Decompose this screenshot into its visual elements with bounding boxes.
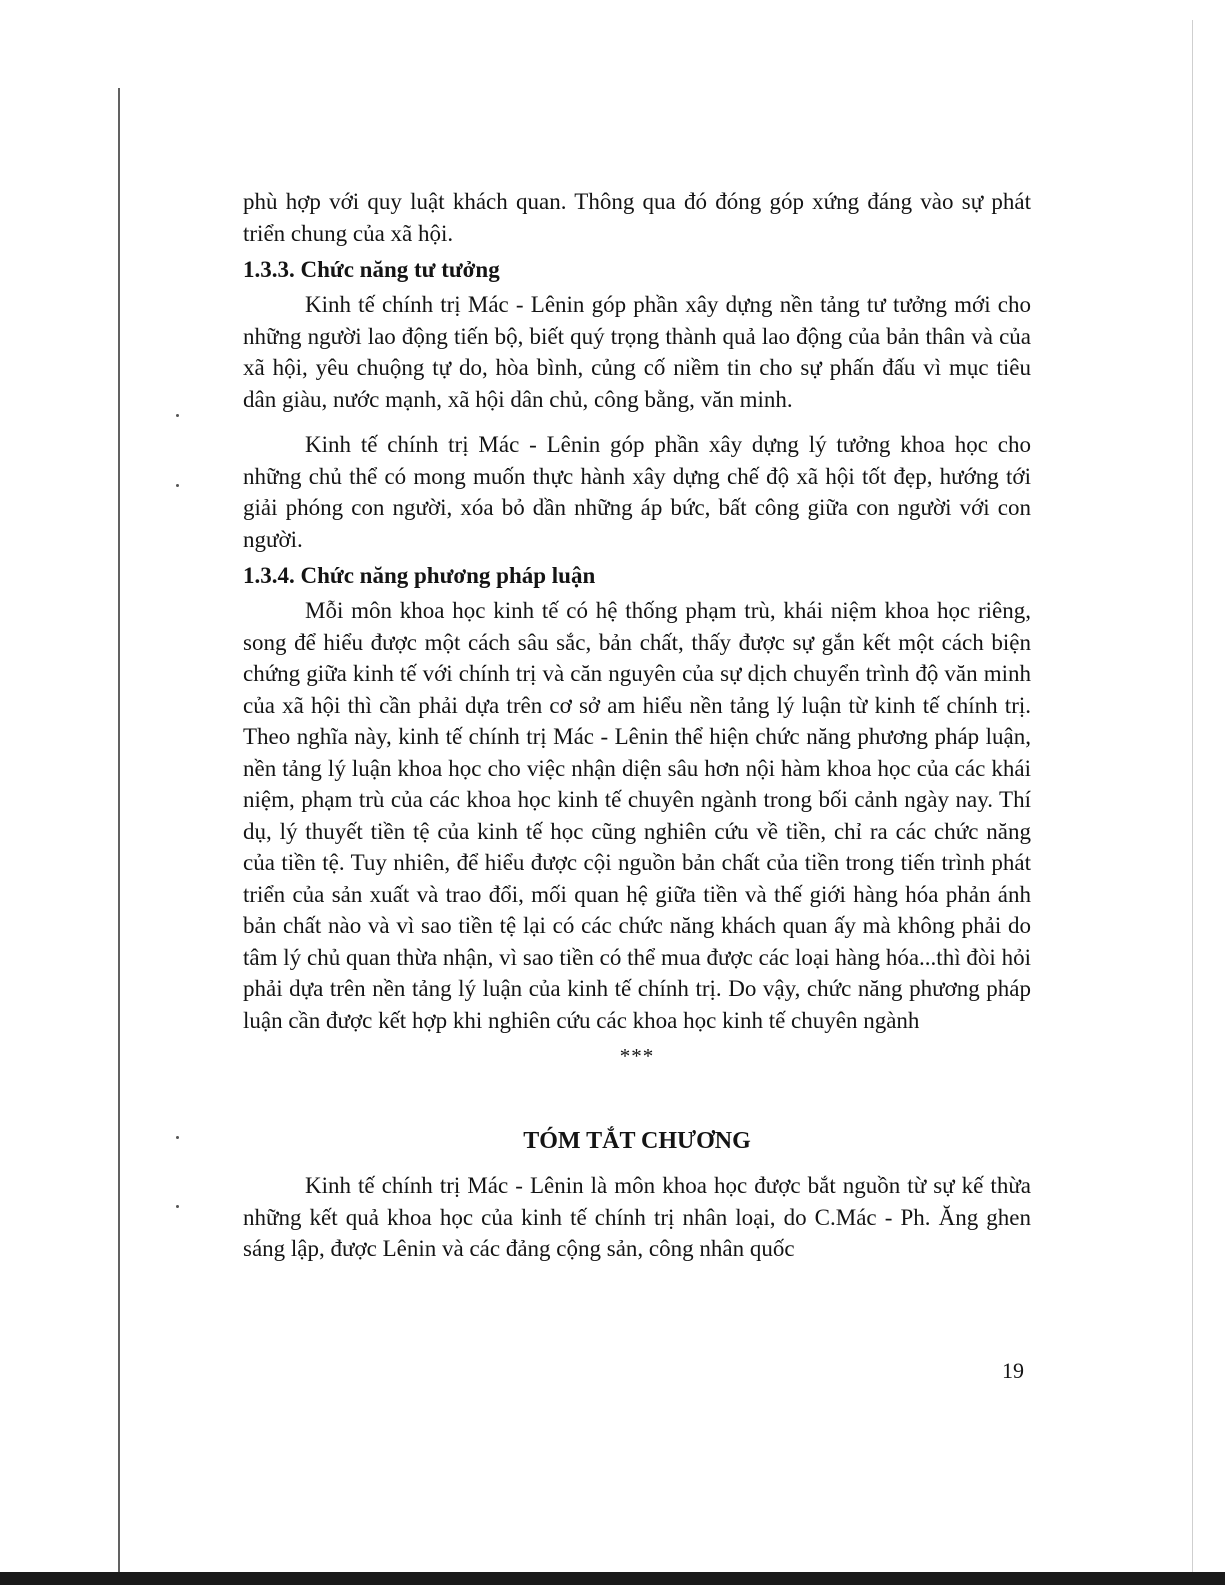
scan-speck: [176, 1205, 179, 1208]
section-1-3-4-paragraph: Mỗi môn khoa học kinh tế có hệ thống phạm trù, khái niệm khoa học riêng, song để hiểu được một cách sâu sắc, bản chất, thấy được sự gắn kết một cách biện chứng giữa kinh tế với chính trị và căn nguyên của sự dịch chuyển trình độ văn minh của xã hội thì cần phải dựa trên cơ sở am hiểu nền tảng lý luận từ kinh tế chính trị. Theo nghĩa này, kinh tế chính trị Mác - Lênin thể hiện chức năng phương pháp luận, nền tảng lý luận khoa học cho việc nhận diện sâu hơn nội hàm khoa học của các khái niệm, phạm trù của các khoa học kinh tế chuyên ngành trong bối cảnh ngày nay. Thí dụ, lý thuyết tiền tệ của kinh tế học cũng nghiên cứu về tiền, chỉ ra các chức năng của tiền tệ. Tuy nhiên, để hiểu được cội nguồn bản chất của tiền trong tiến trình phát triển của sản xuất và trao đổi, mối quan hệ giữa tiền và thế giới hàng hóa phản ánh bản chất nào và vì sao tiền tệ lại có các chức năng khách quan ấy mà không phải do tâm lý chủ quan thừa nhận, vì sao tiền có thể mua được các loại hàng hóa...thì đòi hỏi phải dựa trên nền tảng lý luận của kinh tế chính trị. Do vậy, chức năng phương pháp luận cần được kết hợp khi nghiên cứu các khoa học kinh tế chuyên ngành: [243, 598, 1031, 1033]
paragraph-top: phù hợp với quy luật khách quan. Thông qua đó đóng góp xứng đáng vào sự phát triển chung của xã hội.: [243, 189, 1031, 246]
section-heading-1-3-3: 1.3.3. Chức năng tư tưởng: [243, 257, 500, 282]
section-1-3-3-paragraph-1: Kinh tế chính trị Mác - Lênin góp phần xây dựng nền tảng tư tưởng mới cho những người lao động tiến bộ, biết quý trọng thành quả lao động của bản thân và của xã hội, yêu chuộng tự do, hòa bình, củng cố niềm tin cho sự phấn đấu vì mục tiêu dân giàu, nước mạnh, xã hội dân chủ, công bằng, văn minh.: [243, 292, 1031, 412]
chapter-summary-title: TÓM TẮT CHƯƠNG: [523, 1128, 751, 1154]
scan-speck: [176, 484, 179, 487]
scan-speck: [176, 414, 179, 417]
section-heading-1-3-4: 1.3.4. Chức năng phương pháp luận: [243, 563, 596, 588]
chapter-summary-paragraph: Kinh tế chính trị Mác - Lênin là môn khoa học được bắt nguồn từ sự kế thừa những kết quả khoa học của kinh tế chính trị nhân loại, do C.Mác - Ph. Ăng ghen sáng lập, được Lênin và các đảng cộng sản, công nhân quốc: [243, 1173, 1031, 1261]
faint-header-bleed: [580, 92, 730, 114]
scan-edge-bottom: [0, 1572, 1225, 1585]
scan-edge-right: [1192, 20, 1193, 1585]
scan-edge-left: [118, 88, 120, 1585]
page-content: [243, 186, 1031, 1265]
scan-speck: [176, 1136, 179, 1139]
section-separator: ***: [619, 1044, 655, 1068]
paragraph-gap: [243, 415, 1031, 429]
section-1-3-3-paragraph-2: Kinh tế chính trị Mác - Lênin góp phần xây dựng lý tưởng khoa học cho những chủ thể có mong muốn thực hành xây dựng chế độ xã hội tốt đẹp, hướng tới giải phóng con người, xóa bỏ dần những áp bức, bất công giữa con người với con người.: [243, 432, 1031, 552]
page-number: 19: [1002, 1358, 1024, 1383]
